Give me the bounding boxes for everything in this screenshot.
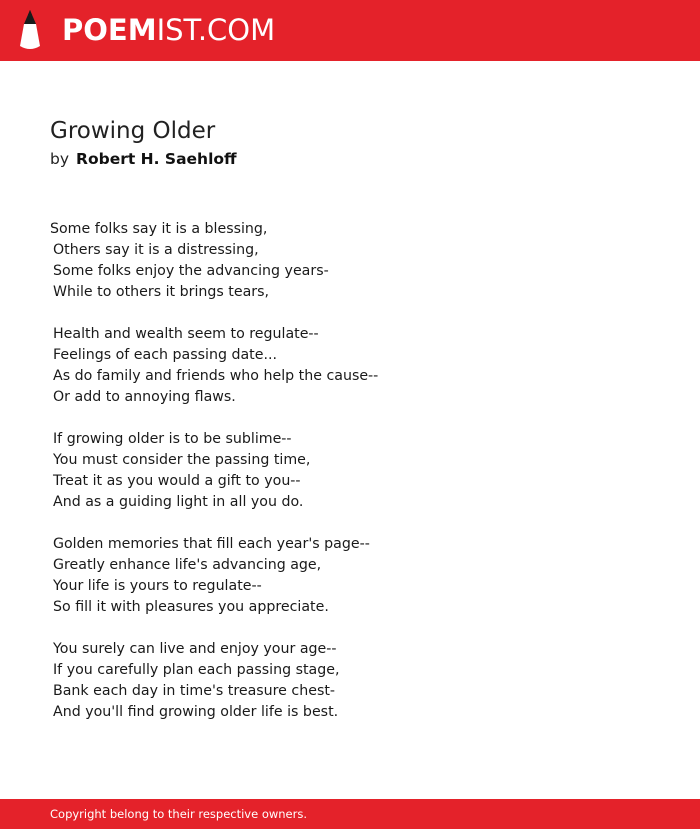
- logo-text-bold: POEM: [62, 13, 157, 47]
- poem-line: Others say it is a distressing,: [53, 242, 259, 258]
- poem-line: As do family and friends who help the cause--: [53, 368, 379, 384]
- poem-line: Some folks say it is a blessing,: [50, 221, 268, 237]
- byline: [50, 149, 237, 169]
- pencil-icon: [18, 10, 42, 50]
- author-name[interactable]: Robert H. Saehloff: [76, 150, 237, 168]
- stanza-1: [50, 219, 650, 303]
- poem-line: If you carefully plan each passing stage,: [53, 662, 340, 678]
- poem-line: Or add to annoying flaws.: [53, 389, 236, 405]
- stanza-3: [50, 429, 650, 513]
- site-footer: [0, 799, 700, 829]
- poem-line: Your life is yours to regulate--: [53, 578, 262, 594]
- poem-line: Health and wealth seem to regulate--: [53, 326, 319, 342]
- poem-line: Bank each day in time's treasure chest-: [53, 683, 336, 699]
- stanza-5: [50, 639, 650, 723]
- poem-line: So fill it with pleasures you appreciate.: [53, 599, 329, 615]
- site-logo[interactable]: [18, 10, 275, 50]
- logo-text: [62, 10, 275, 50]
- poem-line: Greatly enhance life's advancing age,: [53, 557, 322, 573]
- logo-text-light: IST.COM: [156, 13, 276, 47]
- poem-line: And you'll find growing older life is best.: [53, 704, 339, 720]
- poem-line: Some folks enjoy the advancing years-: [53, 263, 329, 279]
- site-header: [0, 0, 700, 61]
- poem-line: Feelings of each passing date...: [53, 347, 277, 363]
- stanza-2: [50, 324, 650, 408]
- poem-line: While to others it brings tears,: [53, 284, 270, 300]
- poem-line: Golden memories that fill each year's page--: [53, 536, 370, 552]
- poem-line: You must consider the passing time,: [53, 452, 311, 468]
- poem-body: [50, 219, 650, 723]
- poem-line: And as a guiding light in all you do.: [53, 494, 304, 510]
- copyright-text: Copyright belong to their respective owners.: [50, 807, 308, 821]
- by-label: by: [50, 150, 70, 168]
- poem-title: Growing Older: [50, 118, 216, 144]
- poem-line: Treat it as you would a gift to you--: [53, 473, 301, 489]
- stanza-4: [50, 534, 650, 618]
- poem-line: You surely can live and enjoy your age--: [53, 641, 337, 657]
- poem-line: If growing older is to be sublime--: [53, 431, 292, 447]
